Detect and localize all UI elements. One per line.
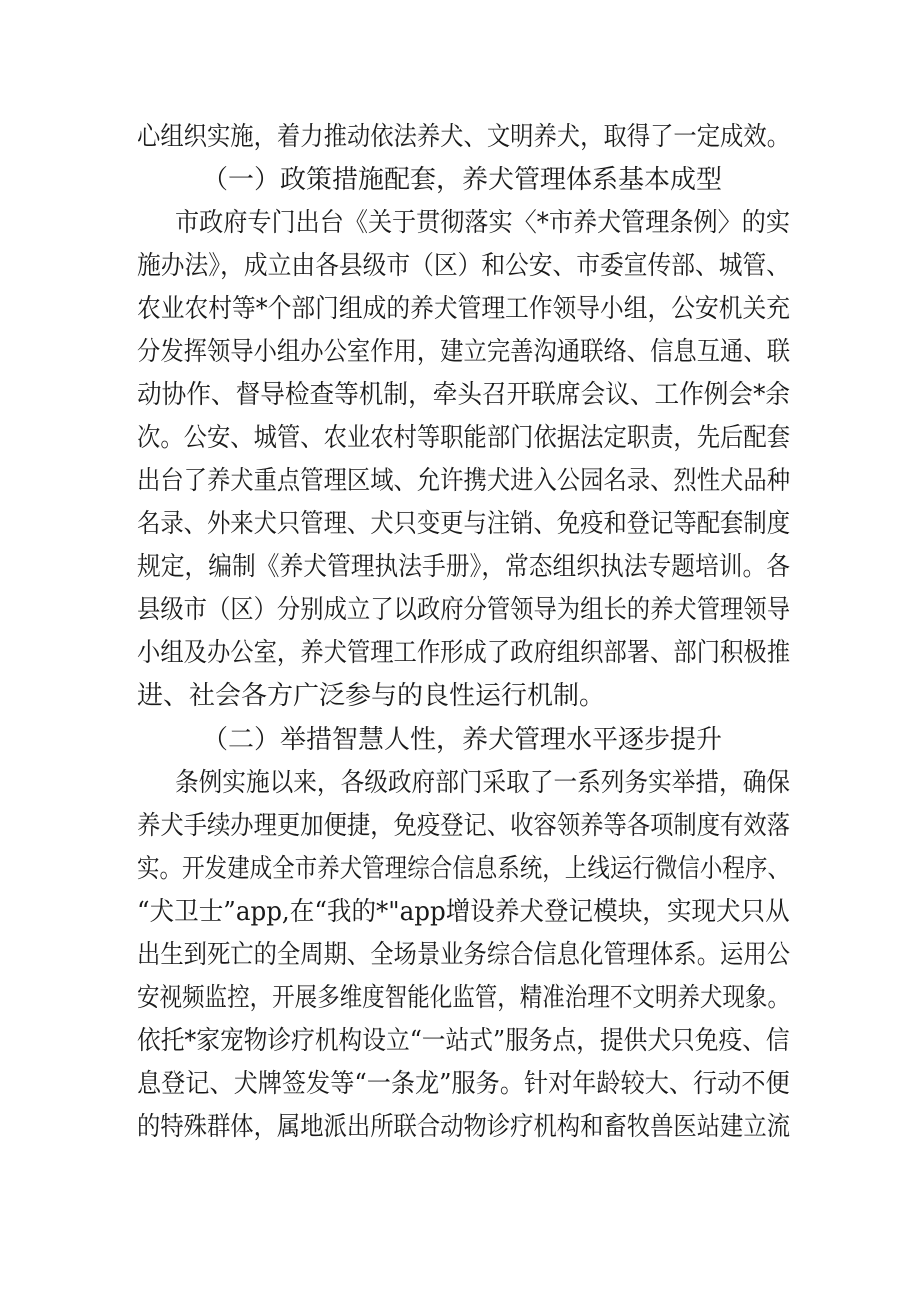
paragraph-line: 出生到死亡的全周期、全场景业务综合信息化管理体系。运用公 [137,940,791,970]
paragraph-line: 施办法》，成立由各县级市（区）和公安、市委宣传部、城管、 [137,251,791,281]
paragraph-line: 实。开发建成全市养犬管理综合信息系统，上线运行微信小程序、 [137,854,790,884]
paragraph-line: 小组及办公室，养犬管理工作形成了政府组织部署、部门积极推 [137,638,791,668]
paragraph-line: 息登记、犬牌签发等“一条龙”服务。针对年龄较大、行动不便 [137,1069,790,1099]
section-heading-1: （一）政策措施配套，养犬管理体系基本成型 [202,165,723,195]
paragraph-line: 心组织实施，着力推动依法养犬、文明养犬，取得了一定成效。 [137,122,791,152]
paragraph-line: 农业农村等*个部门组成的养犬管理工作领导小组，公安机关充 [137,294,791,324]
paragraph-line: 条例实施以来，各级政府部门采取了一系列务实举措，确保 [175,768,791,798]
paragraph-line: 进、社会各方广泛参与的良性运行机制。 [137,681,606,711]
paragraph-line: 分发挥领导小组办公室作用，建立完善沟通联络、信息互通、联 [137,337,791,367]
paragraph-line: 出台了养犬重点管理区域、允许携犬进入公园名录、烈性犬品种 [137,466,791,496]
paragraph-line: 养犬手续办理更加便捷，免疫登记、收容领养等各项制度有效落 [137,811,791,841]
paragraph-line: 规定，编制《养犬管理执法手册》，常态组织执法专题培训。各 [137,552,791,582]
paragraph-line: 市政府专门出台《关于贯彻落实〈*市养犬管理条例〉的实 [175,208,791,238]
paragraph-line: “犬卫士”app,在“我的*"app增设养犬登记模块，实现犬只从 [137,897,790,927]
paragraph-line: 的特殊群体，属地派出所联合动物诊疗机构和畜牧兽医站建立流 [137,1112,791,1142]
paragraph-line: 安视频监控，开展多维度智能化监管，精准治理不文明养犬现象。 [137,983,790,1013]
paragraph-line: 次。公安、城管、农业农村等职能部门依据法定职责，先后配套 [137,423,791,453]
paragraph-line: 名录、外来犬只管理、犬只变更与注销、免疫和登记等配套制度 [137,509,791,539]
paragraph-line: 动协作、督导检查等机制，牵头召开联席会议、工作例会*余 [137,380,791,410]
section-heading-2: （二）举措智慧人性，养犬管理水平逐步提升 [202,725,723,755]
paragraph-line: 县级市（区）分别成立了以政府分管领导为组长的养犬管理领导 [137,595,791,625]
paragraph-line: 依托*家宠物诊疗机构设立“一站式”服务点，提供犬只免疫、信 [137,1026,790,1056]
